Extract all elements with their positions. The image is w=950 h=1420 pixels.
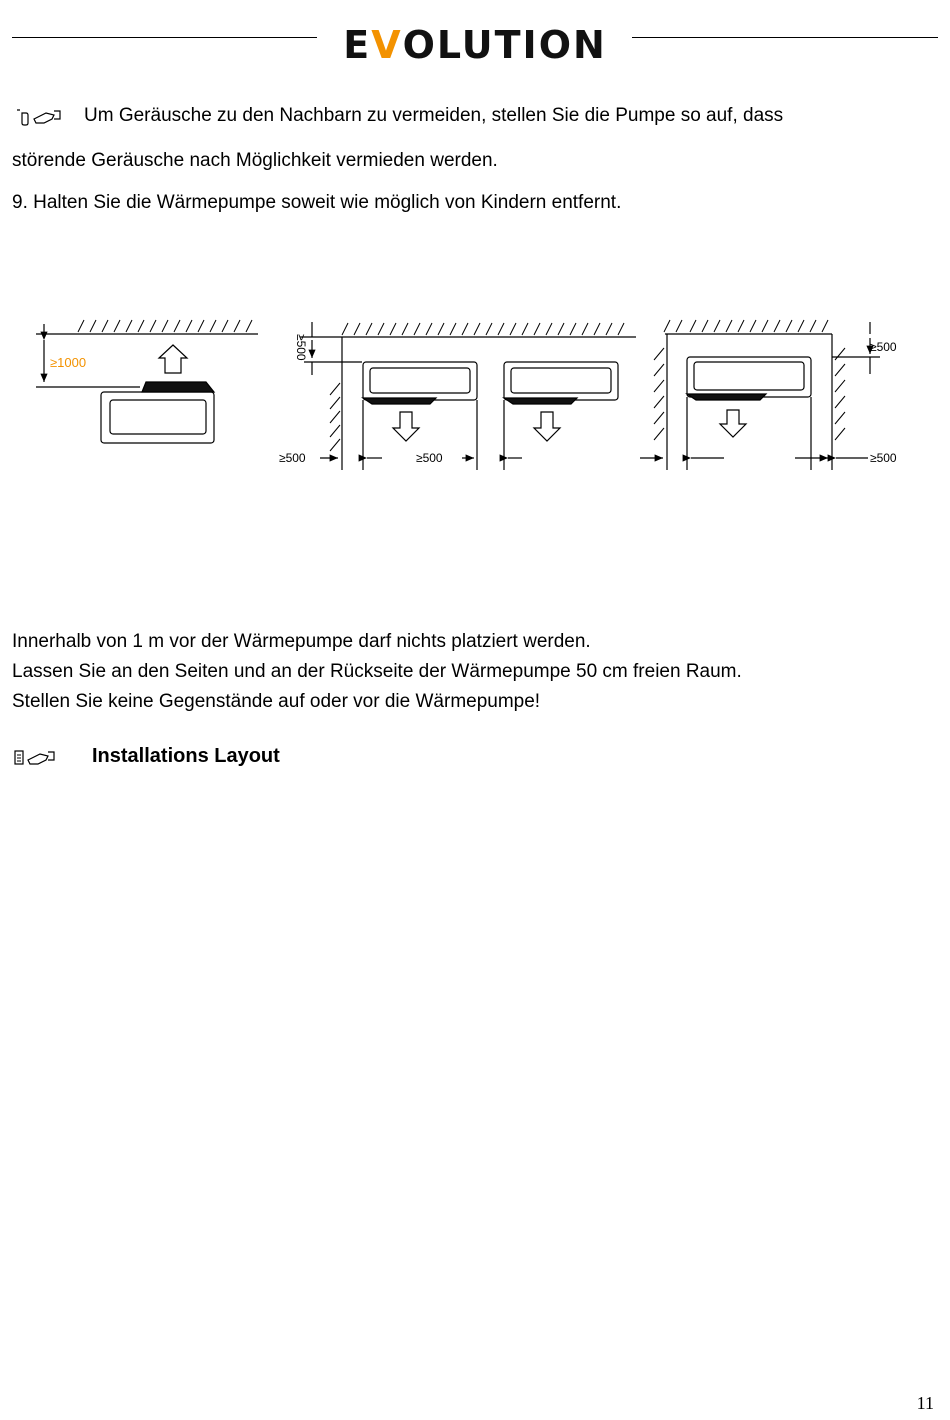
label-front-clearance: ≥1000 [50, 355, 87, 370]
clearance-diagram [0, 300, 950, 490]
logo-text-end: OLUTION [402, 23, 607, 67]
note-line1: Innerhalb von 1 m vor der Wärmepumpe darf nichts platziert werden. [12, 631, 591, 652]
item8-line1: Um Geräusche zu den Nachbarn zu vermeiden, stellen Sie die Pumpe so auf, dass [84, 105, 784, 126]
logo-accent-v: V [371, 23, 403, 67]
label-right-top: ≥500 [870, 340, 897, 354]
header-rule-right [632, 37, 938, 38]
section-heading: Installations Layout [92, 745, 280, 767]
item-number-glyph-icon [14, 107, 64, 127]
header-rule-left [12, 37, 317, 38]
page-number: 11 [916, 1393, 934, 1413]
logo-text-start: E [343, 23, 372, 67]
note-line3: Stellen Sie keine Gegenstände auf oder vor die Wärmepumpe! [12, 691, 541, 712]
section-number-glyph-icon [14, 748, 60, 768]
label-side-between: ≥500 [416, 451, 443, 465]
label-right-side: ≥500 [870, 451, 897, 465]
diagram-corner [640, 320, 880, 470]
label-top-clearance: ≥500 [294, 334, 308, 361]
diagram-front-clearance [36, 320, 258, 443]
label-side-left: ≥500 [279, 451, 306, 465]
item8-line2: störende Geräusche nach Möglichkeit vermieden werden. [12, 150, 498, 171]
evolution-logo [343, 23, 607, 67]
note-line2: Lassen Sie an den Seiten und an der Rückseite der Wärmepumpe 50 cm freien Raum. [12, 661, 742, 682]
diagram-two-units [300, 322, 636, 470]
item9-text: 9. Halten Sie die Wärmepumpe soweit wie möglich von Kindern entfernt. [12, 192, 622, 213]
